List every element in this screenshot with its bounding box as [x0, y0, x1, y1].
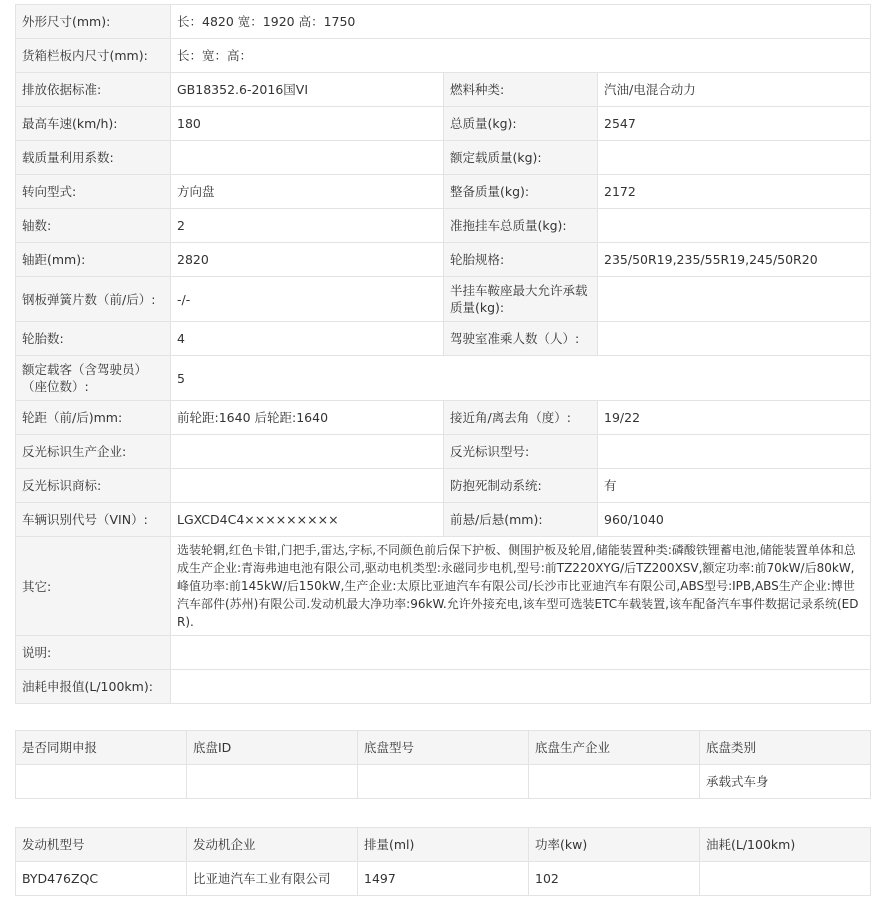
seats-value: 5	[171, 356, 871, 401]
engine-cell-displacement: 1497	[358, 862, 529, 896]
steering-value: 方向盘	[171, 175, 444, 209]
cab-value	[598, 322, 871, 356]
vehicle-spec-table	[15, 4, 871, 704]
axles-value: 2	[171, 209, 444, 243]
row-cargo	[16, 39, 871, 73]
saddle-label: 半挂车鞍座最大允许承载质量(kg):	[444, 277, 598, 322]
emission-value: GB18352.6-2016国VI	[171, 73, 444, 107]
chassis-header-id: 底盘ID	[187, 731, 358, 765]
row-axles	[16, 209, 871, 243]
engine-cell-maker: 比亚迪汽车工业有限公司	[187, 862, 358, 896]
angle-value: 19/22	[598, 401, 871, 435]
table-row	[16, 765, 871, 799]
engine-header-model: 发动机型号	[16, 828, 187, 862]
wheelbase-label: 轴距(mm):	[16, 243, 171, 277]
vin-label: 车辆识别代号（VIN）:	[16, 503, 171, 537]
chassis-cell-model	[358, 765, 529, 799]
overhang-label: 前悬/后悬(mm):	[444, 503, 598, 537]
spring-value: -/-	[171, 277, 444, 322]
speed-value: 180	[171, 107, 444, 141]
row-vin	[16, 503, 871, 537]
fuel-consumption-value	[171, 670, 871, 704]
angle-label: 接近角/离去角（度）:	[444, 401, 598, 435]
chassis-header-sync: 是否同期申报	[16, 731, 187, 765]
engine-table	[15, 827, 871, 896]
vin-value: LGXCD4C4×××××××××	[171, 503, 444, 537]
chassis-cell-sync	[16, 765, 187, 799]
note-label: 说明:	[16, 636, 171, 670]
row-speed	[16, 107, 871, 141]
row-spring	[16, 277, 871, 322]
tires-label: 轮胎数:	[16, 322, 171, 356]
note-value	[171, 636, 871, 670]
fuel-consumption-label: 油耗申报值(L/100km):	[16, 670, 171, 704]
row-track	[16, 401, 871, 435]
tire-spec-value: 235/50R19,235/55R19,245/50R20	[598, 243, 871, 277]
engine-header-maker: 发动机企业	[187, 828, 358, 862]
row-wheelbase	[16, 243, 871, 277]
engine-cell-fuel	[700, 862, 871, 896]
row-note	[16, 636, 871, 670]
row-reflect-brand	[16, 469, 871, 503]
cab-label: 驾驶室准乘人数（人）:	[444, 322, 598, 356]
row-other	[16, 537, 871, 636]
curb-mass-value: 2172	[598, 175, 871, 209]
tire-spec-label: 轮胎规格:	[444, 243, 598, 277]
reflect-model-value	[598, 435, 871, 469]
cargo-label: 货箱栏板内尺寸(mm):	[16, 39, 171, 73]
saddle-value	[598, 277, 871, 322]
row-tires	[16, 322, 871, 356]
engine-cell-power: 102	[529, 862, 700, 896]
reflect-brand-value	[171, 469, 444, 503]
spring-label: 钢板弹簧片数（前/后）:	[16, 277, 171, 322]
tires-value: 4	[171, 322, 444, 356]
fuel-type-value: 汽油/电混合动力	[598, 73, 871, 107]
reflect-model-label: 反光标识型号:	[444, 435, 598, 469]
row-load	[16, 141, 871, 175]
fuel-type-label: 燃料种类:	[444, 73, 598, 107]
cargo-value: 长：宽：高：	[171, 39, 871, 73]
row-reflect-maker	[16, 435, 871, 469]
row-fuel-consumption	[16, 670, 871, 704]
chassis-cell-type: 承载式车身	[700, 765, 871, 799]
engine-header-fuel: 油耗(L/100km)	[700, 828, 871, 862]
load-util-value	[171, 141, 444, 175]
reflect-maker-value	[171, 435, 444, 469]
track-label: 轮距（前/后)mm:	[16, 401, 171, 435]
reflect-maker-label: 反光标识生产企业:	[16, 435, 171, 469]
dims-value: 长：4820 宽：1920 高：1750	[171, 5, 871, 39]
chassis-header-model: 底盘型号	[358, 731, 529, 765]
engine-header-power: 功率(kw)	[529, 828, 700, 862]
wheelbase-value: 2820	[171, 243, 444, 277]
trailer-value	[598, 209, 871, 243]
steering-label: 转向型式:	[16, 175, 171, 209]
curb-mass-label: 整备质量(kg):	[444, 175, 598, 209]
row-dimensions	[16, 5, 871, 39]
abs-label: 防抱死制动系统:	[444, 469, 598, 503]
chassis-header-type: 底盘类别	[700, 731, 871, 765]
row-seats	[16, 356, 871, 401]
abs-value: 有	[598, 469, 871, 503]
table-row	[16, 862, 871, 896]
other-value: 选装轮辋,红色卡钳,门把手,雷达,字标,不同颜色前后保下护板、侧围护板及轮眉,储能装置种类:磷酸铁锂蓄电池,储能装置单体和总成生产企业:青海弗迪电池有限公司,驱动电机类型:永磁同步电机,型号:前TZ220XYG/后TZ200XSV,额定功率:前70kW/后80kW,峰值功率:前145kW/后150kW,生产企业:太原比亚迪汽车有限公司/长沙市比亚迪汽车有限公司,ABS型号:IPB,ABS生产企业:博世汽车部件(苏州)有限公司.发动机最大净功率:96kW.允许外接充电,该车型可选装ETC车载装置,该车配备汽车事件数据记录系统(EDR).	[171, 537, 871, 636]
chassis-table	[15, 730, 871, 799]
load-util-label: 载质量利用系数:	[16, 141, 171, 175]
overhang-value: 960/1040	[598, 503, 871, 537]
dims-label: 外形尺寸(mm):	[16, 5, 171, 39]
engine-cell-model: BYD476ZQC	[16, 862, 187, 896]
rated-load-label: 额定载质量(kg):	[444, 141, 598, 175]
chassis-cell-id	[187, 765, 358, 799]
trailer-label: 准拖挂车总质量(kg):	[444, 209, 598, 243]
other-label: 其它:	[16, 537, 171, 636]
emission-label: 排放依据标准:	[16, 73, 171, 107]
row-emission	[16, 73, 871, 107]
engine-header-row	[16, 828, 871, 862]
chassis-header-row	[16, 731, 871, 765]
engine-header-displacement: 排量(ml)	[358, 828, 529, 862]
track-value: 前轮距:1640 后轮距:1640	[171, 401, 444, 435]
total-mass-value: 2547	[598, 107, 871, 141]
chassis-header-maker: 底盘生产企业	[529, 731, 700, 765]
speed-label: 最高车速(km/h):	[16, 107, 171, 141]
row-steering	[16, 175, 871, 209]
total-mass-label: 总质量(kg):	[444, 107, 598, 141]
chassis-cell-maker	[529, 765, 700, 799]
reflect-brand-label: 反光标识商标:	[16, 469, 171, 503]
axles-label: 轴数:	[16, 209, 171, 243]
rated-load-value	[598, 141, 871, 175]
seats-label: 额定载客（含驾驶员）（座位数）:	[16, 356, 171, 401]
